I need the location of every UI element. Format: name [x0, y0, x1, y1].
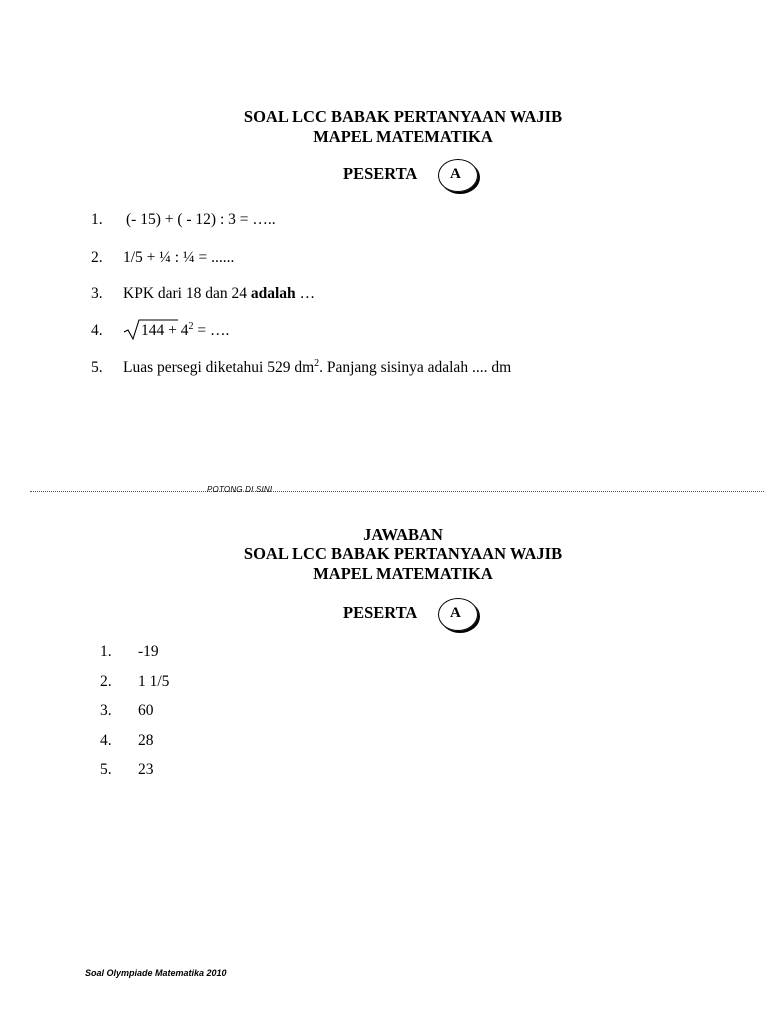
- question-number: 4.: [91, 322, 103, 339]
- question-text-part: Luas persegi diketahui 529 dm: [123, 359, 315, 376]
- question-text: [123, 284, 315, 304]
- answer-number: 4.: [100, 732, 112, 749]
- question-item: [91, 210, 691, 232]
- answer-item: [100, 701, 400, 723]
- question-item: [91, 248, 691, 270]
- answer-peserta-code-badge: [438, 598, 478, 631]
- answer-text: 60: [138, 702, 154, 719]
- sheet-title: SOAL LCC BABAK PERTANYAAN WAJIB: [243, 107, 563, 126]
- answer-item: [100, 642, 400, 664]
- question-text-part: . Panjang sisinya adalah .... dm: [319, 359, 512, 376]
- answer-sheet-subtitle: MAPEL MATEMATIKA: [313, 564, 493, 583]
- radical-sign-icon: [123, 319, 179, 341]
- peserta-code: A: [450, 166, 461, 182]
- question-text-part: = ….: [193, 322, 230, 339]
- answer-text: 23: [138, 761, 154, 778]
- question-number: 2.: [91, 249, 103, 266]
- answer-number: 2.: [100, 673, 112, 690]
- page-footer: Soal Olympiade Matematika 2010: [85, 968, 227, 978]
- radicand: 144: [141, 322, 165, 339]
- peserta-code-badge: [438, 159, 478, 192]
- question-number: 1.: [91, 211, 103, 228]
- answer-text: 1 1/5: [138, 673, 170, 690]
- question-text: 1/5 + ¼ : ¼ = ......: [123, 249, 235, 266]
- exponent: 2: [314, 357, 320, 369]
- answer-number: 3.: [100, 702, 112, 719]
- question-text: (- 15) + ( - 12) : 3 = …..: [126, 211, 276, 228]
- question-text: [123, 321, 229, 341]
- question-text-part: + 4: [164, 322, 189, 339]
- question-text-bold: adalah: [250, 285, 296, 302]
- answer-sheet-title: SOAL LCC BABAK PERTANYAAN WAJIB: [243, 544, 563, 563]
- answer-peserta-code: A: [450, 605, 461, 621]
- answer-item: [100, 731, 400, 753]
- answer-title: JAWABAN: [363, 525, 443, 544]
- peserta-label: PESERTA: [343, 164, 418, 183]
- question-item: [91, 321, 691, 345]
- exponent: 2: [188, 320, 194, 332]
- answer-item: [100, 760, 400, 782]
- answer-item: [100, 672, 400, 694]
- sheet-subtitle: MAPEL MATEMATIKA: [313, 127, 493, 146]
- answer-text: -19: [138, 643, 159, 660]
- question-number: 5.: [91, 359, 103, 376]
- question-text-part: KPK dari 18 dan 24: [123, 285, 251, 302]
- question-text: [123, 358, 511, 378]
- question-item: [91, 358, 711, 380]
- cut-label: POTONG DI SINI: [207, 485, 273, 494]
- answer-number: 1.: [100, 643, 112, 660]
- answer-number: 5.: [100, 761, 112, 778]
- cut-line: [30, 491, 764, 492]
- question-number: 3.: [91, 285, 103, 302]
- square-root: [123, 321, 164, 341]
- answer-peserta-label: PESERTA: [343, 603, 418, 622]
- question-item: [91, 284, 691, 306]
- question-text-part: …: [295, 285, 316, 302]
- answer-text: 28: [138, 732, 154, 749]
